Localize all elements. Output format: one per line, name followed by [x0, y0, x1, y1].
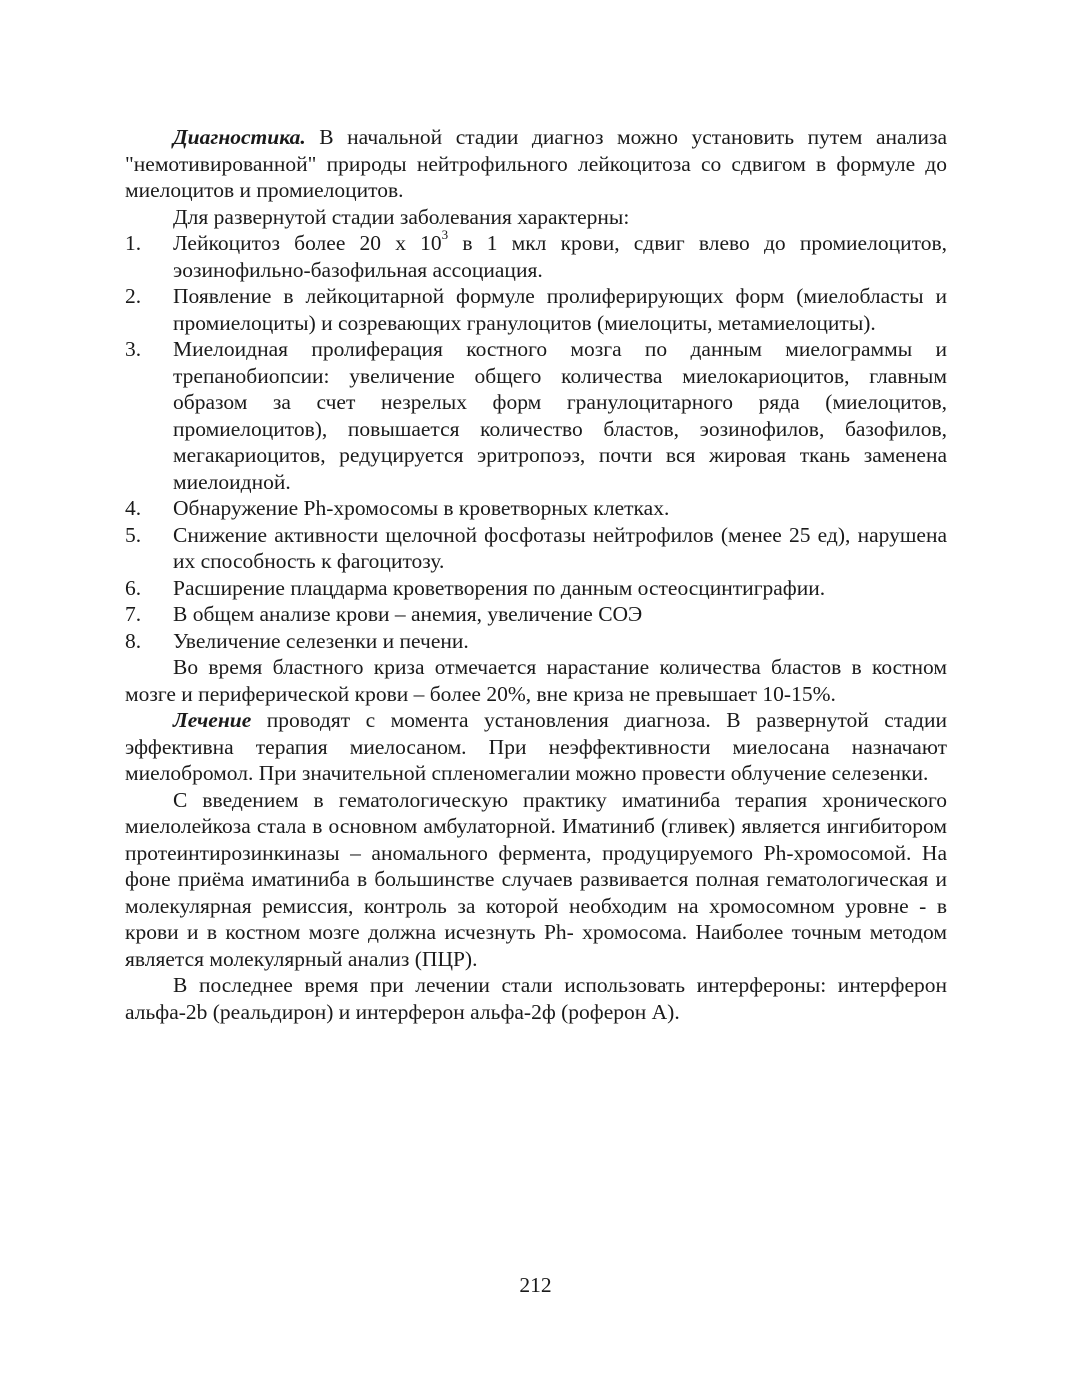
list-item-text: Увеличение селезенки и печени.	[173, 628, 469, 653]
blast-crisis-paragraph: Во время бластного криза отмечается нарастание количества бластов в костном мозге и периферической крови – более 20%, вне криза не превышает 10-15%.	[125, 655, 947, 706]
diagnostics-text: В начальной стадии диагноз можно установить путем анализа "немотивированной" природы нейтрофильного лейкоцитоза со сдвигом в формуле до миелоцитов и промиелоцитов.	[125, 125, 947, 202]
criteria-list	[125, 226, 947, 654]
exponent: 3	[441, 226, 449, 242]
list-item-number: 5.	[125, 522, 142, 547]
treatment-text: проводят с момента установления диагноза. В развернутой стадии эффективна терапия миелосаном. При неэффективности миелосана назначают миелобромол. При значительной спленомегалии можно провести облучение селезенки.	[125, 708, 947, 785]
treatment-paragraph	[125, 707, 947, 787]
list-item	[125, 575, 947, 602]
list-item-number: 1.	[125, 231, 142, 255]
page-number: 212	[519, 1273, 552, 1297]
list-item-number: 8.	[125, 628, 142, 653]
list-item-number: 7.	[125, 602, 142, 626]
list-item-number: 4.	[125, 496, 142, 520]
list-item-text	[173, 226, 947, 283]
interferons-paragraph: В последнее время при лечении стали использовать интерфероны: интерферон альфа-2b (реальдирон) и интерферон альфа-2ф (роферон А).	[125, 973, 947, 1024]
list-item-text: Миелоидная пролиферация костного мозга по данным миелограммы и трепанобиопсии: увеличение общего количества миелокариоцитов, главным образом за счет незрелых форм гранулоцитарного ряда (миелоцитов, промиелоцитов), повышается количество бластов, эозинофилов, базофилов, мегакариоцитов, редуцируется эритропоэз, почти вся жировая ткань заменена миелоидной.	[173, 337, 947, 494]
list-item-number: 3.	[125, 337, 142, 361]
page-content	[125, 124, 947, 1025]
list-item-text: Снижение активности щелочной фосфотазы нейтрофилов (менее 25 ед), нарушена их способность к фагоцитозу.	[173, 522, 947, 573]
list-item	[125, 601, 947, 628]
list-item-text-after: в 1 мкл крови, сдвиг влево до промиелоцитов, эозинофильно-базофильная ассоциация.	[173, 231, 947, 282]
list-item	[125, 628, 947, 655]
list-item-number: 6.	[125, 575, 142, 600]
treatment-heading: Лечение	[173, 708, 252, 732]
list-item-text: Расширение плацдарма кроветворения по данным остеосцинтиграфии.	[173, 575, 826, 600]
list-item	[125, 495, 947, 522]
list-item-text-before: Лейкоцитоз более 20 х 10	[173, 231, 442, 255]
list-item	[125, 283, 947, 336]
list-item	[125, 226, 947, 283]
list-item-text: Появление в лейкоцитарной формуле пролиферирующих форм (миелобласты и промиелоциты) и созревающих гранулоцитов (миелоциты, метамиелоциты).	[173, 284, 947, 335]
list-item	[125, 336, 947, 495]
list-item-number: 2.	[125, 284, 142, 308]
intro-paragraph: Для развернутой стадии заболевания характерны:	[173, 204, 630, 229]
diagnostics-heading: Диагностика.	[173, 125, 306, 149]
list-item-text: В общем анализе крови – анемия, увеличение СОЭ	[173, 602, 643, 626]
diagnostics-paragraph	[125, 124, 947, 204]
list-item-text: Обнаружение Ph-хромосомы в кроветворных клетках.	[173, 496, 670, 520]
imatinib-paragraph: С введением в гематологическую практику иматиниба терапия хронического миелолейкоза стала в основном амбулаторной. Иматиниб (гливек) является ингибитором протеинтирозинкиназы – аномального фермента, продуцируемого Ph-хромосомой. На фоне приёма иматиниба в большинстве случаев развивается полная гематологическая и молекулярная ремиссия, контроль за которой необходим на хромосомном уровне - в крови и в костном мозге должна исчезнуть Ph- хромосома. Наиболее точным методом является молекулярный анализ (ПЦР).	[125, 787, 947, 971]
list-item	[125, 522, 947, 575]
